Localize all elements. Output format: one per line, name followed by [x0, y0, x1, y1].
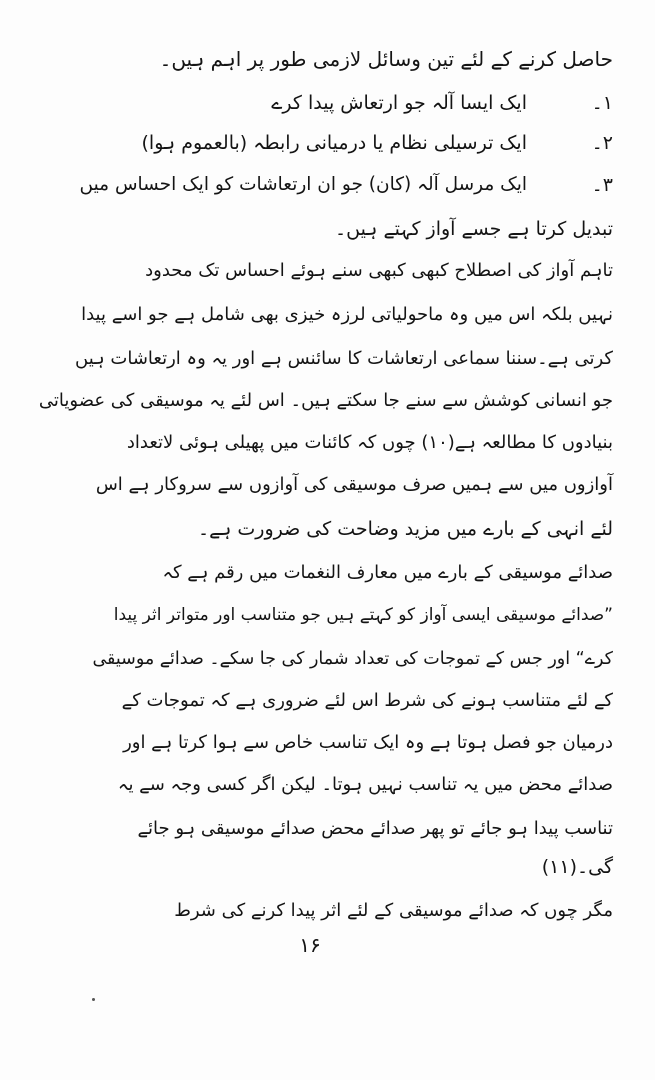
- text-line-12: لئے انہی کے بارے میں مزید وضاحت کی ضرورت ہے۔: [197, 518, 613, 540]
- list-number-2: ۲۔: [591, 132, 613, 154]
- text-line-5: تبدیل کرتا ہے جسے آواز کہتے ہیں۔: [334, 218, 613, 240]
- text-line-8: کرتی ہے۔سننا سماعی ارتعاشات کا سائنس ہے اور یہ وہ ارتعاشات ہیں: [75, 348, 613, 369]
- text-line-13: صدائے موسیقی کے بارے میں معارف النغمات میں رقم ہے کہ: [162, 562, 613, 583]
- text-line-21: مگر چوں کہ صدائے موسیقی کے لئے اثر پیدا کرنے کی شرط: [174, 900, 613, 921]
- text-line-6: تاہم آواز کی اصطلاح کبھی کبھی سنے ہوئے احساس تک محدود: [145, 260, 613, 281]
- text-line-9: جو انسانی کوشش سے سنے جا سکتے ہیں۔ اس لئے یہ موسیقی کی عضویاتی: [38, 390, 613, 411]
- text-line-20: گی۔(۱۱): [541, 856, 613, 878]
- list-number-1: ۱۔: [591, 92, 613, 114]
- text-line-1: حاصل کرنے کے لئے تین وسائل لازمی طور پر اہم ہیں۔: [159, 47, 613, 71]
- list-number-3: ۳۔: [591, 174, 613, 196]
- text-line-18: صدائے محض میں یہ تناسب نہیں ہوتا۔ لیکن اگر کسی وجہ سے یہ: [117, 774, 613, 795]
- text-line-17: درمیان جو فصل ہوتا ہے وہ ایک تناسب خاص سے ہوا کرتا ہے اور: [123, 732, 613, 753]
- text-line-10: بنیادوں کا مطالعہ ہے(۱۰) چوں کہ کائنات میں پھیلی ہوئی لاتعداد: [126, 432, 613, 453]
- text-line-7: نہیں بلکہ اس میں وہ ماحولیاتی لرزہ خیزی بھی شامل ہے جو اسے پیدا: [81, 304, 613, 325]
- list-item-3: ایک مرسل آلہ (کان) جو ان ارتعاشات کو ایک احساس میں: [79, 174, 527, 195]
- text-line-11: آوازوں میں سے ہمیں صرف موسیقی کی آوازوں سے سروکار ہے اس: [95, 474, 613, 495]
- list-item-2: ایک ترسیلی نظام یا درمیانی رابطہ (بالعموم ہوا): [141, 132, 527, 154]
- list-item-1: ایک ایسا آلہ جو ارتعاش پیدا کرے: [271, 92, 527, 114]
- scan-speck: [92, 998, 95, 1001]
- text-line-16: کے لئے متناسب ہونے کی شرط اس لئے ضروری ہے کہ تموجات کے: [121, 690, 613, 711]
- text-line-19: تناسب پیدا ہو جائے تو پھر صدائے محض صدائے موسیقی ہو جائے: [137, 818, 613, 839]
- page-number: ۱۶: [299, 933, 321, 957]
- text-line-15: کرے“ اور جس کے تموجات کی تعداد شمار کی جا سکے۔ صدائے موسیقی: [92, 649, 613, 669]
- text-line-14: ”صدائے موسیقی ایسی آواز کو کہتے ہیں جو متناسب اور متواتر اثر پیدا: [113, 605, 613, 625]
